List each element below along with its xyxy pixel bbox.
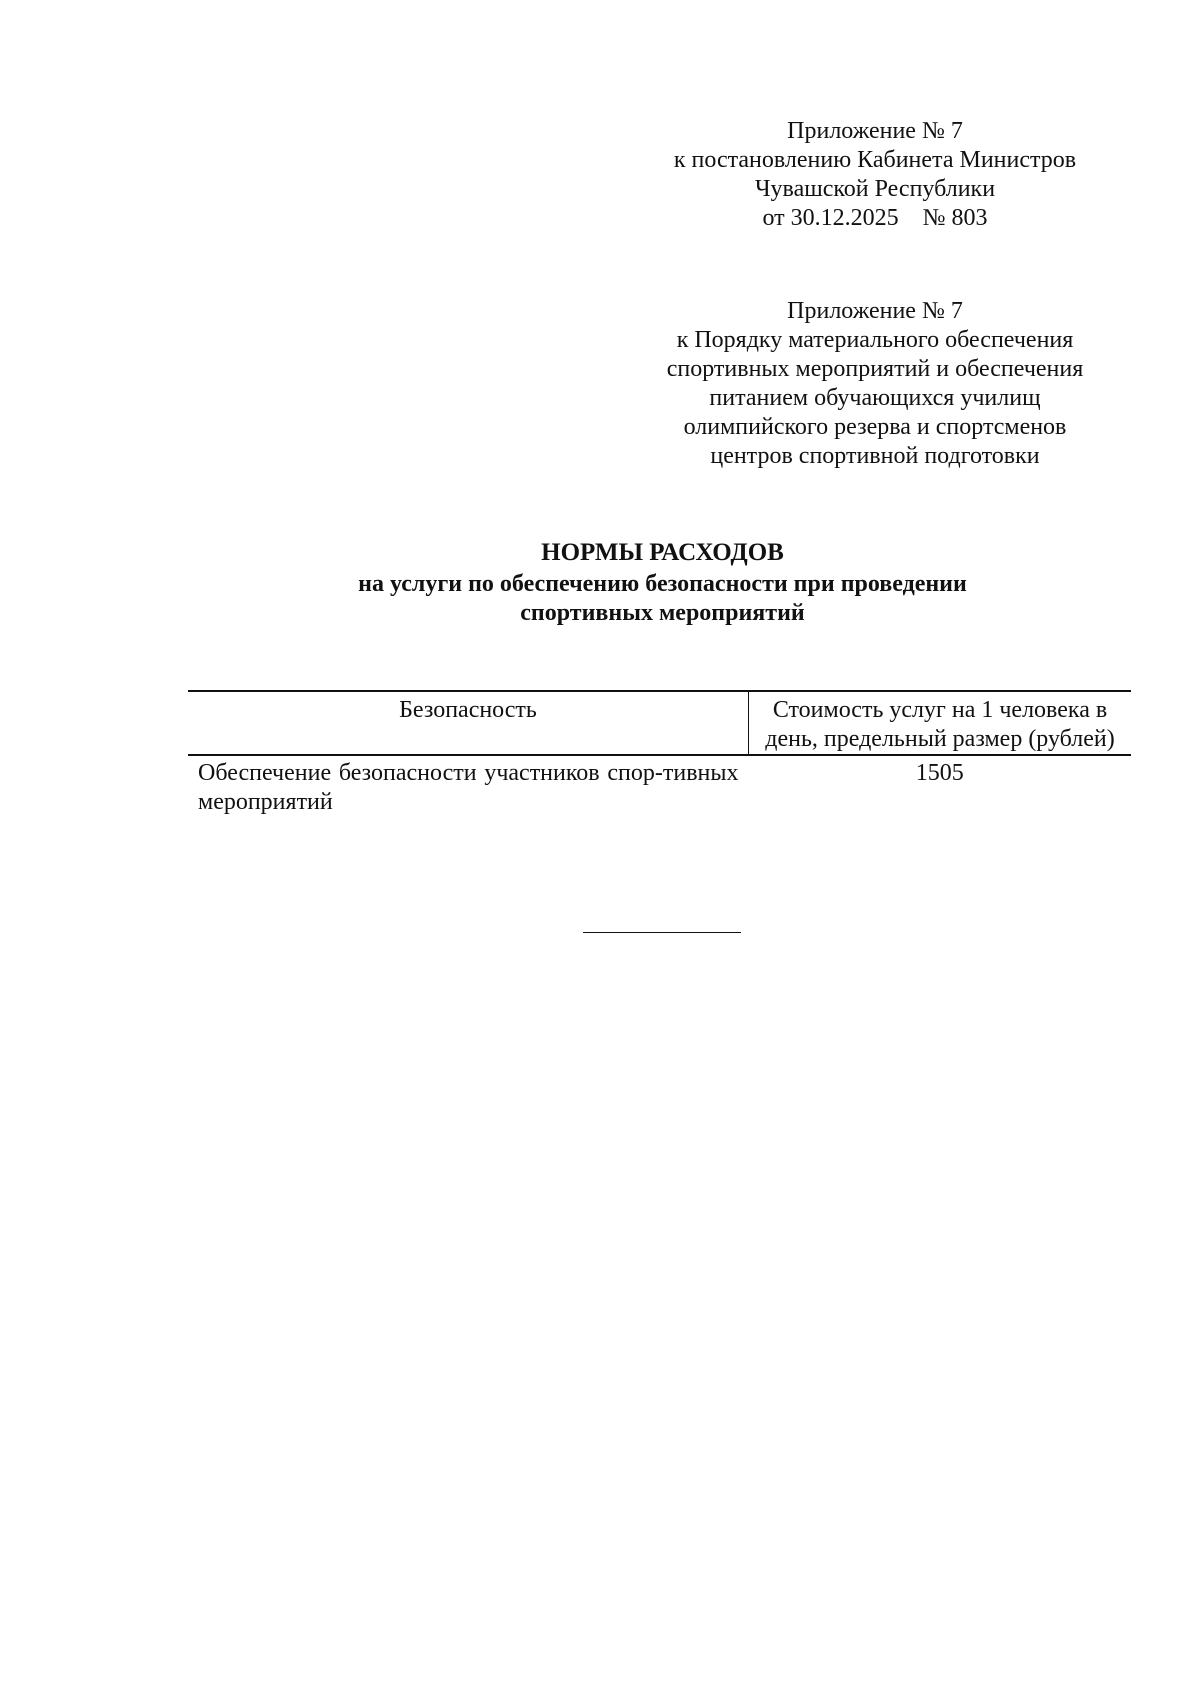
expense-norms-table [188,690,1131,817]
row-description-cell: Обеспечение безопасности участников спор-тивных мероприятий [198,760,739,815]
document-subtitle [0,570,1200,628]
document-subtitle-line-1: на услуги по обеспечению безопасности при проведении [358,571,967,597]
document-title: НОРМЫ РАСХОДОВ [541,539,784,566]
approval-line-republic: Чувашской Республики [754,176,996,202]
appendix-line-events: спортивных мероприятий и обеспечения [666,356,1084,382]
end-of-document-divider [583,932,741,933]
document-subtitle-line-2: спортивных мероприятий [520,600,805,626]
appendix-line-nutrition: питанием обучающихся училищ [709,385,1041,411]
row-cost-cell: 1505 [915,760,964,786]
appendix-line-number: Приложение № 7 [787,298,963,324]
table-header-row [188,691,1131,755]
table-row [188,755,1131,817]
appendix-reference-block [640,297,1110,471]
column-header-cost: Стоимость услуг на 1 человека в день, предельный размер (рублей) [749,691,1132,755]
appendix-line-order: к Порядку материального обеспечения [676,327,1074,353]
approval-line-appendix: Приложение № 7 [787,118,963,144]
column-header-security: Безопасность [188,691,749,755]
approval-line-date-number: от 30.12.2025 № 803 [762,205,988,231]
appendix-line-centers: центров спортивной подготовки [710,443,1040,469]
approval-reference-block [640,117,1110,233]
appendix-line-reserve: олимпийского резерва и спортсменов [683,414,1067,440]
approval-line-resolution: к постановлению Кабинета Министров [673,147,1077,173]
